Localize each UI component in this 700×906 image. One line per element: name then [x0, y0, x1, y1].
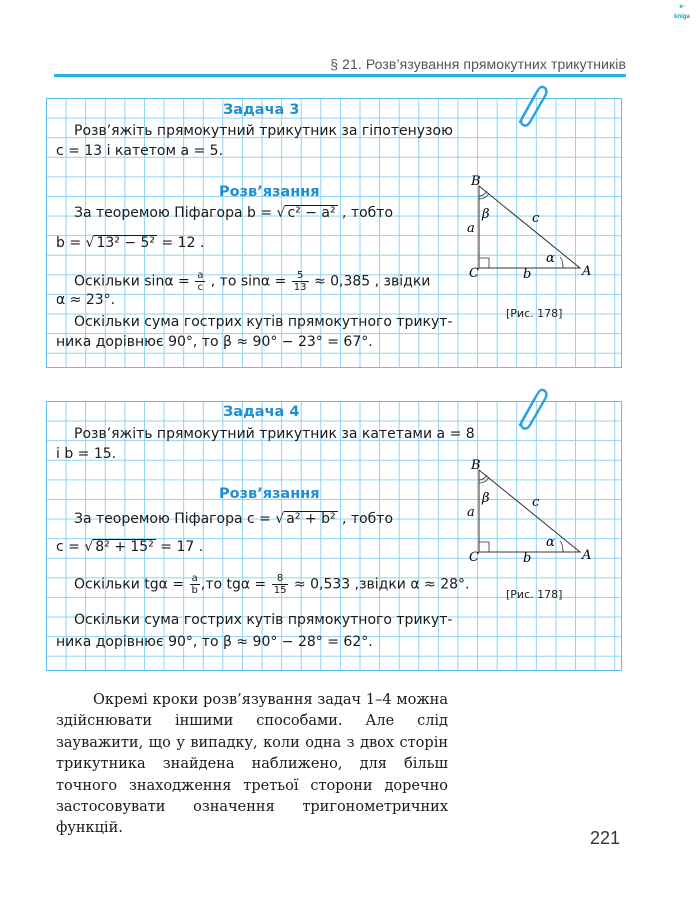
problem-3-statement-line-1: Розв’яжіть прямокутний трикутник за гіпотенузою: [74, 123, 453, 139]
problem-4-title: Задача 4: [223, 404, 300, 420]
problem-4-line-2: c = √ 8² + 15² = 17 .: [56, 539, 204, 555]
figure-1-caption: [Рис. 178]: [506, 307, 563, 320]
figure-2-caption: [Рис. 178]: [506, 588, 563, 601]
problem-3-solution-title: Розв’язання: [219, 184, 320, 200]
vertex-c-label: C: [469, 266, 479, 281]
body-paragraph-text: Окремі кроки розв’язування задач 1–4 можна здійснювати іншими способами. Але слід зауважити, що у випадку, коли одна з двох сторін трикутника знайдена наближено, для більш точного знаходження третьої сторони доречно застосовувати означення тригонометричних функцій.: [56, 692, 448, 837]
problem-3-line-2: b = √ 13² − 5² = 12 .: [56, 235, 205, 251]
problem-4-statement-line-2: і b = 15.: [56, 446, 117, 462]
vertex-c-label: C: [469, 550, 479, 565]
page-header: § 21. Розв’язування прямокутних трикутників: [330, 56, 626, 72]
side-a-label: a: [467, 505, 475, 520]
problem-3-title: Задача 3: [223, 102, 300, 118]
header-rule: [54, 74, 626, 77]
problem-3-line-1: За теоремою Піфагора b = √ c² − a² , тобто: [74, 205, 394, 221]
body-paragraph: [56, 690, 448, 840]
triangle-figure-2: [462, 456, 602, 568]
problem-4-line-3: Оскільки tgα = $\frac{a}{b}$ ,то tgα = $\frac{8}{15}$ ≈ 0,533 ,звідки α ≈ 28°.: [74, 573, 470, 596]
problem-3-line-4: α ≈ 23°.: [56, 292, 116, 308]
problem-3-statement-line-2: c = 13 і катетом a = 5.: [56, 143, 224, 159]
triangle-figure-1: [462, 172, 602, 284]
problem-4-statement-line-1: Розв’яжіть прямокутний трикутник за катетами a = 8: [74, 426, 475, 442]
paperclip-icon: [510, 385, 550, 435]
problem-3-line-6: ника дорівнює 90°, то β ≈ 90° − 23° = 67°.: [56, 334, 373, 350]
angle-alpha-label: α: [546, 535, 555, 550]
vertex-a-label: A: [582, 548, 592, 563]
angle-beta-label: β: [482, 491, 490, 506]
side-b-label: b: [523, 267, 532, 282]
vertex-b-label: B: [471, 174, 481, 189]
page-number: 221: [590, 828, 621, 848]
publisher-logo: e-kniga: [674, 4, 690, 20]
vertex-a-label: A: [582, 264, 592, 279]
side-b-label: b: [523, 551, 532, 566]
problem-3-line-3: Оскільки sinα = $\frac{a}{c}$ , то sinα = $\frac{5}{13}$ ≈ 0,385 , звідки: [74, 270, 431, 293]
angle-alpha-label: α: [546, 251, 555, 266]
angle-beta-label: β: [482, 207, 490, 222]
problem-4-line-6: ника дорівнює 90°, то β ≈ 90° − 28° = 62°.: [56, 634, 373, 650]
side-c-label: c: [532, 495, 540, 510]
side-a-label: a: [467, 221, 475, 236]
problem-4-line-1: За теоремою Піфагора c = √ a² + b² , тобто: [74, 511, 394, 527]
paperclip-icon: [510, 82, 550, 132]
problem-4-line-5: Оскільки сума гострих кутів прямокутного трикут-: [74, 612, 453, 628]
vertex-b-label: B: [471, 458, 481, 473]
side-c-label: c: [532, 211, 540, 226]
problem-4-solution-title: Розв’язання: [219, 486, 320, 502]
problem-3-line-5: Оскільки сума гострих кутів прямокутного трикут-: [74, 314, 453, 330]
